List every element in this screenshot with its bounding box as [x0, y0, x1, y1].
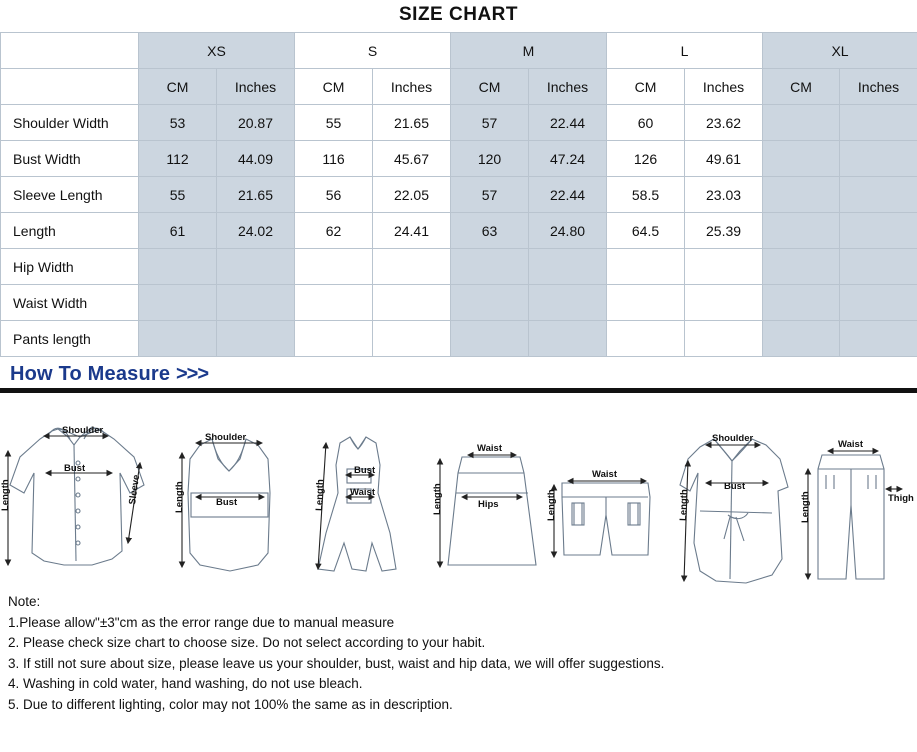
cell [840, 321, 917, 357]
cell [840, 213, 917, 249]
figure-pants [800, 439, 914, 579]
how-to-measure-heading [0, 361, 917, 388]
cell: 22.44 [529, 105, 607, 141]
cell [840, 105, 917, 141]
cell [373, 321, 451, 357]
label-length: Length [800, 491, 811, 523]
figure-skirt [432, 443, 536, 567]
table-row [1, 321, 917, 357]
label-waist: Waist [350, 487, 375, 498]
cell: 24.02 [217, 213, 295, 249]
cell: 23.62 [685, 105, 763, 141]
cell [763, 141, 840, 177]
row-label: Length [1, 213, 139, 249]
how-to-measure-section [0, 361, 917, 586]
label-shoulder: Shoulder [62, 425, 104, 436]
cell [139, 285, 217, 321]
cell: 22.44 [529, 177, 607, 213]
label-length: Length [546, 489, 557, 521]
table-row [1, 105, 917, 141]
unit-header-xl-cm: CM [763, 69, 840, 105]
label-thigh: Thigh [888, 493, 914, 504]
cell [529, 285, 607, 321]
cell [840, 285, 917, 321]
cell: 57 [451, 105, 529, 141]
cell [607, 249, 685, 285]
cell [685, 249, 763, 285]
figure-blouse [0, 425, 144, 565]
size-header-l: L [607, 33, 763, 69]
label-shoulder: Shoulder [712, 433, 754, 444]
cell: 58.5 [607, 177, 685, 213]
cell [607, 285, 685, 321]
cell: 22.05 [373, 177, 451, 213]
how-to-measure-text: How To Measure [10, 363, 171, 385]
notes-section [0, 586, 917, 715]
unit-header-xl-inches: Inches [840, 69, 917, 105]
cell: 116 [295, 141, 373, 177]
size-chart-table [0, 32, 917, 357]
label-bust: Bust [216, 497, 238, 508]
unit-header-xs-cm: CM [139, 69, 217, 105]
cell [451, 321, 529, 357]
cell [373, 285, 451, 321]
unit-header-m-inches: Inches [529, 69, 607, 105]
cell [217, 321, 295, 357]
size-header-m: M [451, 33, 607, 69]
cell: 25.39 [685, 213, 763, 249]
cell [763, 285, 840, 321]
label-shoulder: Shoulder [205, 432, 247, 443]
cell: 24.41 [373, 213, 451, 249]
unit-header-xs-inches: Inches [217, 69, 295, 105]
cell [295, 321, 373, 357]
note-line-2: 2. Please check size chart to choose size. Do not select according to your habit. [8, 635, 486, 651]
cell: 21.65 [217, 177, 295, 213]
table-row [1, 141, 917, 177]
cell: 44.09 [217, 141, 295, 177]
note-line-4: 4. Washing in cold water, hand washing, do not use bleach. [8, 676, 363, 692]
page-title: SIZE CHART [399, 4, 518, 25]
cell: 61 [139, 213, 217, 249]
size-header-xs: XS [139, 33, 295, 69]
unit-header-s-inches: Inches [373, 69, 451, 105]
cell: 63 [451, 213, 529, 249]
label-waist: Waist [838, 439, 863, 450]
cell [373, 249, 451, 285]
label-length: Length [432, 483, 443, 515]
cell: 24.80 [529, 213, 607, 249]
cell [529, 321, 607, 357]
label-waist: Waist [477, 443, 502, 454]
label-waist: Waist [592, 469, 617, 480]
unit-header-l-cm: CM [607, 69, 685, 105]
label-length: Length [314, 479, 327, 512]
note-line-5: 5. Due to different lighting, color may not 100% the same as in description. [8, 696, 453, 712]
label-bust: Bust [64, 463, 86, 474]
note-line-3: 3. If still not sure about size, please leave us your shoulder, bust, waist and hip data, we will offer suggestions. [8, 655, 665, 671]
cell: 23.03 [685, 177, 763, 213]
row-label: Shoulder Width [1, 105, 139, 141]
figure-long-coat [678, 433, 788, 583]
unit-header-m-cm: CM [451, 69, 529, 105]
cell [763, 105, 840, 141]
table-row [1, 177, 917, 213]
label-length: Length [678, 489, 691, 522]
cell [763, 249, 840, 285]
cell [295, 285, 373, 321]
row-label: Hip Width [1, 249, 139, 285]
row-label: Sleeve Length [1, 177, 139, 213]
cell: 21.65 [373, 105, 451, 141]
corner-cell [1, 33, 139, 69]
cell: 60 [607, 105, 685, 141]
cell [529, 249, 607, 285]
cell [607, 321, 685, 357]
row-label: Pants length [1, 321, 139, 357]
cell: 64.5 [607, 213, 685, 249]
cell [295, 249, 373, 285]
cell [840, 249, 917, 285]
note-line-1: 1.Please allow"±3"cm as the error range due to manual measure [8, 614, 395, 630]
label-bust: Bust [724, 481, 746, 492]
figure-tank-top [174, 432, 270, 571]
table-row [1, 285, 917, 321]
label-sleeve: Sleeve [127, 474, 143, 506]
cell: 56 [295, 177, 373, 213]
figure-shorts [546, 469, 650, 557]
cell: 55 [295, 105, 373, 141]
label-hips: Hips [478, 499, 499, 510]
row-label: Bust Width [1, 141, 139, 177]
cell [763, 177, 840, 213]
label-length: Length [174, 481, 185, 513]
unit-header-s-cm: CM [295, 69, 373, 105]
cell: 20.87 [217, 105, 295, 141]
cell: 45.67 [373, 141, 451, 177]
cell [685, 285, 763, 321]
row-label: Waist Width [1, 285, 139, 321]
cell [451, 285, 529, 321]
cell: 126 [607, 141, 685, 177]
cell [217, 249, 295, 285]
cell: 57 [451, 177, 529, 213]
table-row-sizes [1, 33, 917, 69]
notes-heading: Note: [8, 594, 41, 609]
cell [763, 321, 840, 357]
measure-figures [0, 393, 917, 586]
cell [685, 321, 763, 357]
cell: 112 [139, 141, 217, 177]
cell: 49.61 [685, 141, 763, 177]
table-row [1, 213, 917, 249]
cell [840, 177, 917, 213]
cell [139, 249, 217, 285]
cell: 53 [139, 105, 217, 141]
size-header-s: S [295, 33, 451, 69]
cell: 47.24 [529, 141, 607, 177]
cell: 62 [295, 213, 373, 249]
cell [763, 213, 840, 249]
label-length: Length [0, 479, 11, 511]
cell: 55 [139, 177, 217, 213]
figure-flare-dress [314, 437, 396, 571]
table-row-units [1, 69, 917, 105]
table-row [1, 249, 917, 285]
label-bust: Bust [354, 465, 376, 476]
unit-header-l-inches: Inches [685, 69, 763, 105]
cell: 120 [451, 141, 529, 177]
cell [139, 321, 217, 357]
cell [840, 141, 917, 177]
cell [217, 285, 295, 321]
arrows-icon: >>> [176, 363, 209, 385]
cell [451, 249, 529, 285]
size-header-xl: XL [763, 33, 917, 69]
unit-corner-cell [1, 69, 139, 105]
